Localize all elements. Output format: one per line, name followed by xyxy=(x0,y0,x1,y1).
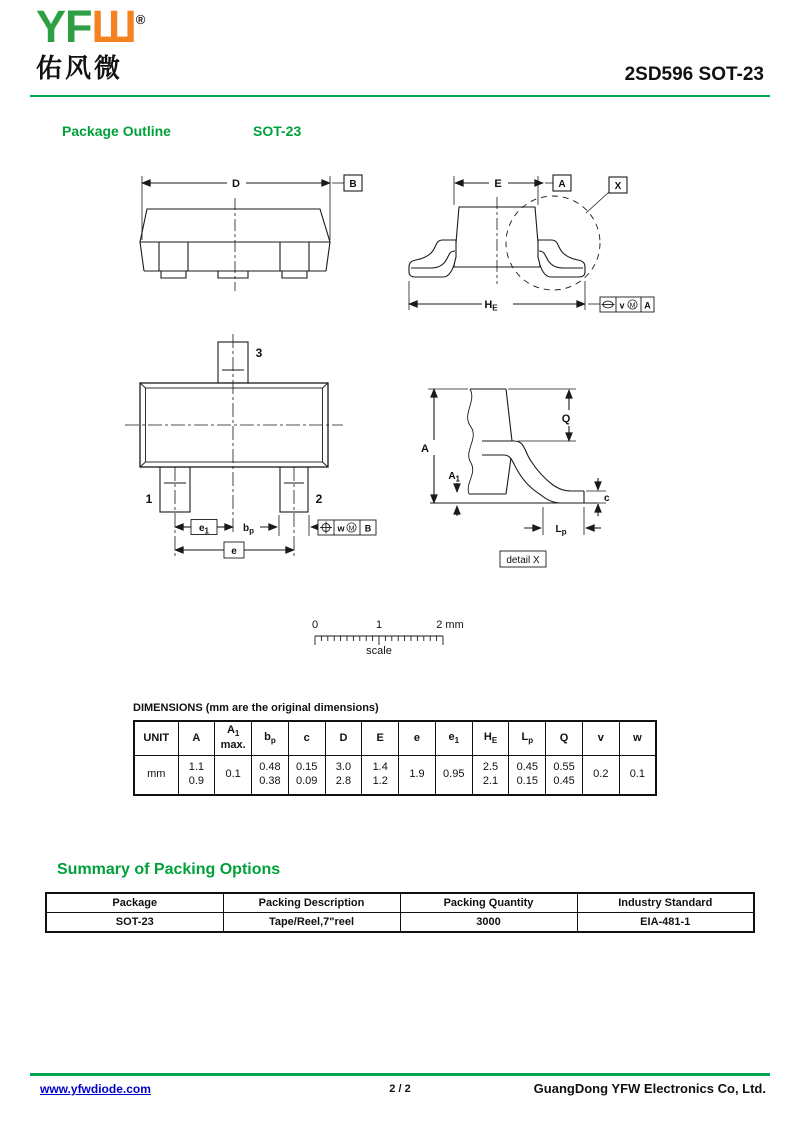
package-outline-heading: Package Outline xyxy=(62,123,171,139)
detail-X-marker: X xyxy=(614,181,622,192)
dimensions-cell: 1.9 xyxy=(399,755,436,795)
packing-cell: EIA-481-1 xyxy=(577,913,754,933)
dimensions-cell: 2.5 2.1 xyxy=(472,755,509,795)
dimensions-column-header: UNIT xyxy=(134,721,178,755)
frame-datum-A-label: A xyxy=(644,300,651,311)
packing-column-header: Industry Standard xyxy=(577,893,754,913)
logo-chinese-text: 佑风微 xyxy=(36,53,124,84)
dim-label-E: E xyxy=(494,178,502,190)
dimensions-cell: 0.95 xyxy=(435,755,472,795)
dimensions-column-header: $e_1$ xyxy=(435,721,472,755)
dimensions-cell: 1.1 0.9 xyxy=(178,755,215,795)
pin1-label: 1 xyxy=(145,492,153,506)
scale-tick-0: 0 xyxy=(311,619,319,631)
dimensions-column-header: D xyxy=(325,721,362,755)
dimensions-cell: mm xyxy=(134,755,178,795)
tolerance-v-label: v xyxy=(619,300,625,311)
side-view-right-lead xyxy=(538,240,585,277)
svg-text:M: M xyxy=(629,302,636,310)
side-view xyxy=(409,175,654,313)
dimensions-cell: 1.4 1.2 xyxy=(362,755,399,795)
footer-website-link[interactable]: www.yfwdiode.com xyxy=(40,1082,151,1096)
dimensions-column-header: v xyxy=(582,721,619,755)
datum-B-label: B xyxy=(349,179,357,190)
lead-top-edge xyxy=(482,441,584,491)
dimensions-column-header: e xyxy=(399,721,436,755)
logo-w-glyph: Ш xyxy=(91,1,136,52)
packing-cell: Tape/Reel,7"reel xyxy=(223,913,400,933)
dimensions-table xyxy=(133,720,657,796)
dim-label-A1: $A_1$ xyxy=(448,471,460,484)
frame-datum-B-label: B xyxy=(364,523,372,534)
registered-mark: ® xyxy=(135,12,146,27)
scale-tick-2: 2 mm xyxy=(436,619,464,631)
dimensions-column-header: c xyxy=(288,721,325,755)
dimensions-column-header: A xyxy=(178,721,215,755)
lead-bottom-edge xyxy=(482,455,584,503)
dimensions-cell: 0.2 xyxy=(582,755,619,795)
package-name-heading: SOT-23 xyxy=(253,123,302,139)
dim-label-c: c xyxy=(604,493,610,504)
packing-value-row xyxy=(46,913,754,933)
front-view xyxy=(140,175,362,291)
packing-cell: 3000 xyxy=(400,913,577,933)
dim-label-bp: $b_p$ xyxy=(243,523,254,536)
dimensions-cell: 0.48 0.38 xyxy=(252,755,289,795)
packing-options-heading: Summary of Packing Options xyxy=(57,861,281,878)
footer-page-number: 2 / 2 xyxy=(389,1083,411,1095)
dim-label-D: D xyxy=(232,178,240,190)
tolerance-w-label: w xyxy=(337,523,345,534)
datum-A-label: A xyxy=(558,179,566,190)
packing-cell: SOT-23 xyxy=(46,913,223,933)
dimensions-cell: 0.45 0.15 xyxy=(509,755,546,795)
dim-label-e: e xyxy=(231,546,237,557)
packing-header-row xyxy=(46,893,754,913)
tolerance-frame-w xyxy=(318,520,376,535)
dimensions-caption: DIMENSIONS (mm are the original dimensions) xyxy=(133,702,379,714)
scale-ticks xyxy=(315,636,443,645)
dimensions-cell: 3.0 2.8 xyxy=(325,755,362,795)
detail-x-view xyxy=(421,389,610,567)
dimensions-column-header: w xyxy=(619,721,656,755)
packing-column-header: Packing Quantity xyxy=(400,893,577,913)
scale-bar xyxy=(312,619,464,657)
packing-options-table xyxy=(45,892,755,933)
dimensions-cell: 0.55 0.45 xyxy=(546,755,583,795)
footer-company-name: GuangDong YFW Electronics Co, Ltd. xyxy=(533,1081,766,1096)
dimensions-column-header: $b_p$ xyxy=(252,721,289,755)
top-view xyxy=(125,334,376,558)
dimensions-column-header: $L_p$ xyxy=(509,721,546,755)
dim-label-e1: $e_1$ xyxy=(198,523,210,536)
body-break-line xyxy=(468,389,474,494)
logo-yf-text: YF xyxy=(36,1,92,52)
dimensions-column-header: $A_1$ max. xyxy=(215,721,252,755)
dimensions-column-header: Q xyxy=(546,721,583,755)
dim-label-A: A xyxy=(421,443,429,455)
packing-column-header: Package xyxy=(46,893,223,913)
side-view-left-lead xyxy=(409,240,456,277)
svg-text:M: M xyxy=(348,525,355,533)
dim-label-Lp: $L_p$ xyxy=(555,524,567,537)
dimensions-header-row xyxy=(134,721,656,755)
detail-x-caption: detail X xyxy=(506,555,540,566)
footer-rule xyxy=(30,1073,770,1076)
doc-title: 2SD596 SOT-23 xyxy=(624,64,764,85)
packing-column-header: Packing Description xyxy=(223,893,400,913)
scale-tick-1: 1 xyxy=(375,619,383,631)
dimensions-column-header: E xyxy=(362,721,399,755)
dimensions-value-row xyxy=(134,755,656,795)
dim-label-HE: $H_E$ xyxy=(484,299,498,313)
dimensions-column-header: $H_E$ xyxy=(472,721,509,755)
dimensions-cell: 0.15 0.09 xyxy=(288,755,325,795)
dim-label-Q: Q xyxy=(561,413,571,425)
dimensions-cell: 0.1 xyxy=(215,755,252,795)
tolerance-frame-v xyxy=(600,297,654,312)
pin3-label: 3 xyxy=(255,346,263,360)
scale-label: scale xyxy=(366,645,392,657)
dimensions-cell: 0.1 xyxy=(619,755,656,795)
pin2-label: 2 xyxy=(315,492,323,506)
